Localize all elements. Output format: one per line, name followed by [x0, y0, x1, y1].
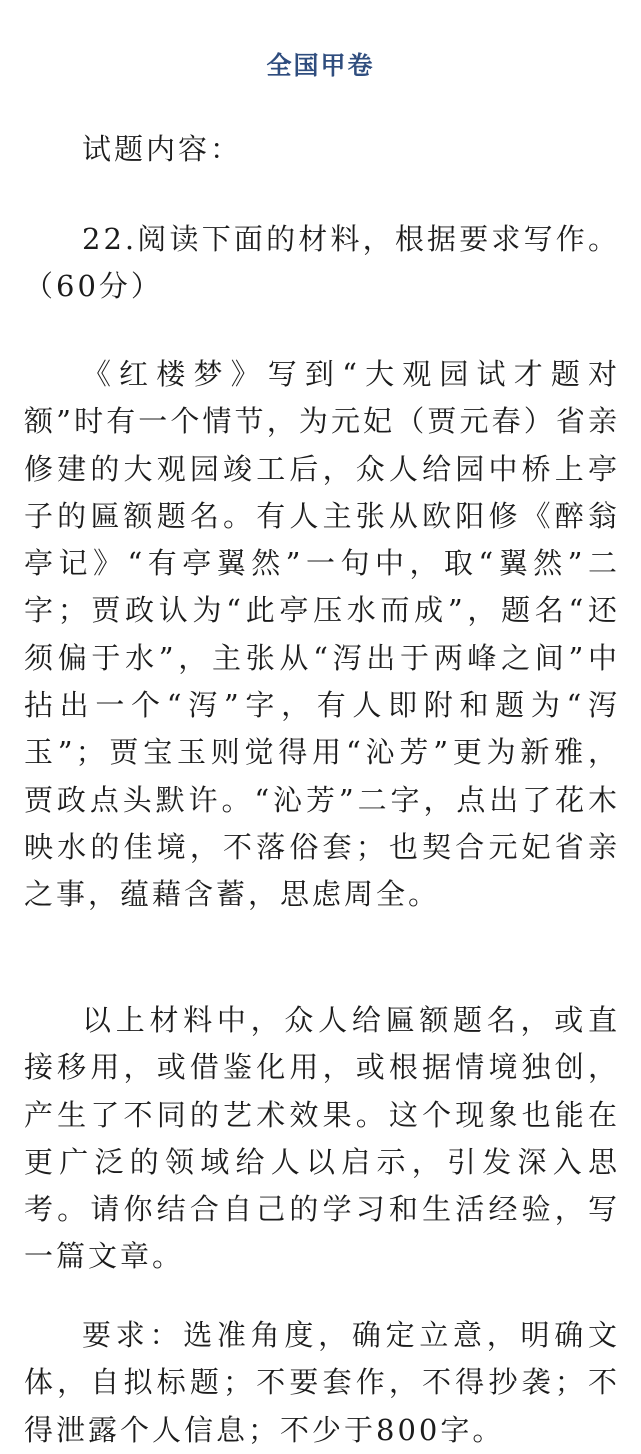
material-paragraph-1: 《红楼梦》写到“大观园试才题对额”时有一个情节，为元妃（贾元春）省亲修建的大观园竣工后，众人给园中桥上亭子的匾额题名。有人主张从欧阳修《醉翁亭记》“有亭翼然”一句中，取“翼然”二字；贾政认为“此亭压水而成”，题名“还须偏于水”，主张从“泻出于两峰之间”中拈出一个“泻”字，有人即附和题为“泻玉”；贾宝玉则觉得用“沁芳”更为新雅，贾政点头默许。“沁芳”二字，点出了花木映水的佳境，不落俗套；也契合元妃省亲之事，蕴藉含蓄，思虑周全。 — [24, 357, 620, 912]
section-label: 试题内容： — [82, 132, 243, 166]
requirement-paragraph: 要求：选准角度，确定立意，明确文体，自拟标题；不要套作，不得抄袭；不得泄露个人信息；不少于800字。 — [24, 1318, 620, 1447]
page-title: 全国甲卷 — [266, 51, 375, 80]
material-paragraph-2: 以上材料中，众人给匾额题名，或直接移用，或借鉴化用，或根据情境独创，产生了不同的艺术效果。这个现象也能在更广泛的领域给人以启示，引发深入思考。请你结合自己的学习和生活经验，写一篇文章。 — [24, 1003, 620, 1274]
question-prompt: 22.阅读下面的材料，根据要求写作。（60分） — [24, 222, 620, 304]
